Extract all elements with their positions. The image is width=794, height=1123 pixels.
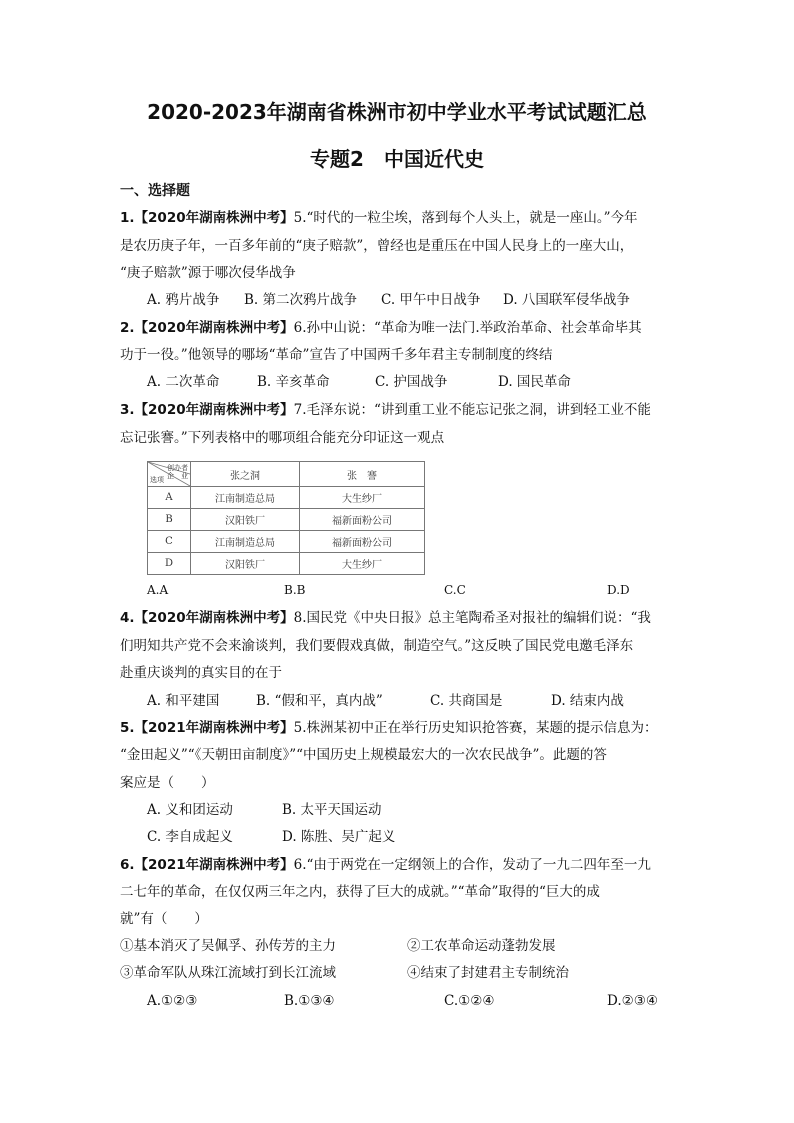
question-number: 6. (120, 857, 135, 873)
option-a: A.A (147, 583, 169, 597)
table-cell: B (148, 509, 191, 531)
option-a: A. 二次革命 (147, 374, 220, 390)
option-c: C. 护国战争 (375, 374, 448, 390)
option-d: D. 结束内战 (551, 693, 624, 709)
options-table (147, 461, 425, 575)
table-header-row (148, 462, 425, 487)
option-d: D. 八国联军侵华战争 (503, 292, 630, 308)
table-cell: 汉阳铁厂 (191, 509, 300, 531)
statement-4: ④结束了封建君主专制统治 (407, 965, 569, 981)
option-c: C. 甲午中日战争 (381, 292, 481, 308)
option-d: D.②③④ (607, 993, 658, 1009)
option-d: D.D (607, 583, 630, 597)
table-cell: C (148, 531, 191, 553)
question-text: 6.孙中山说：“革命为唯一法门.举政治革命、社会革命毕其 (293, 320, 642, 336)
corner-label-founder: 创办者 (167, 464, 188, 472)
table-row (148, 487, 425, 509)
option-b: B.①③④ (284, 993, 335, 1009)
table-row (148, 509, 425, 531)
table-cell: 江南制造总局 (191, 531, 300, 553)
question-4-line-2: 们明知共产党不会来渝谈判，我们要假戏真做，制造空气。”这反映了国民党电邀毛泽东 (120, 638, 634, 654)
question-number: 1. (120, 210, 135, 226)
question-text: 5.株洲某初中正在举行历史知识抢答赛，某题的提示信息为： (293, 720, 658, 736)
question-4-line-3: 赴重庆谈判的真实目的在于 (120, 665, 282, 681)
option-b: B. 太平天国运动 (282, 802, 382, 818)
table-row (148, 553, 425, 575)
question-source-tag: 【2020年湖南株洲中考】 (134, 210, 294, 226)
question-1-line-3: “庚子赔款”源于哪次侵华战争 (120, 265, 296, 281)
option-c: C.①②④ (444, 993, 495, 1009)
question-5-line-3: 案应是（ ） (120, 775, 215, 791)
table-cell: 大生纱厂 (300, 487, 425, 509)
question-source-tag: 【2021年湖南株洲中考】 (134, 720, 294, 736)
question-1-line-1 (120, 208, 638, 228)
question-3-line-2: 忘记张謇。”下列表格中的哪项组合能充分印证这一观点 (120, 430, 445, 446)
question-5-line-1 (120, 718, 658, 738)
table-cell: 大生纱厂 (300, 553, 425, 575)
table-cell: 江南制造总局 (191, 487, 300, 509)
document-title: 2020-2023年湖南省株洲市初中学业水平考试试题汇总 (147, 100, 647, 124)
option-a: A.①②③ (147, 993, 198, 1009)
option-a: A. 和平建国 (147, 693, 220, 709)
table-cell: D (148, 553, 191, 575)
option-a: A. 义和团运动 (147, 802, 233, 818)
option-b: B. 第二次鸦片战争 (244, 292, 358, 308)
corner-label-enterprise: 企 业 (167, 472, 188, 480)
question-2-line-1 (120, 318, 642, 338)
option-b: B. “假和平，真内战” (256, 693, 383, 709)
question-3-line-1 (120, 400, 651, 420)
option-b: B. 辛亥革命 (257, 374, 330, 390)
option-d: D. 陈胜、吴广起义 (282, 829, 396, 845)
statement-2: ②工农革命运动蓬勃发展 (407, 938, 556, 954)
question-source-tag: 【2021年湖南株洲中考】 (134, 857, 294, 873)
option-c: C.C (444, 583, 466, 597)
question-6-line-1 (120, 855, 651, 875)
question-number: 4. (120, 610, 135, 626)
question-text: 8.国民党《中央日报》总主笔陶希圣对报社的编辑们说：“我 (293, 610, 651, 626)
question-text: 5.“时代的一粒尘埃，落到每个人头上，就是一座山。”今年 (293, 210, 638, 226)
table-corner-cell (148, 462, 191, 487)
question-4-line-1 (120, 608, 651, 628)
option-d: D. 国民革命 (498, 374, 571, 390)
table-header: 张 謇 (300, 462, 425, 487)
question-number: 3. (120, 402, 135, 418)
option-a: A. 鸦片战争 (147, 292, 220, 308)
question-6-line-2: 二七年的革命，在仅仅两三年之内，获得了巨大的成就。”“革命”取得的“巨大的成 (120, 884, 600, 900)
table-header: 张之洞 (191, 462, 300, 487)
option-c: C. 共商国是 (430, 693, 503, 709)
question-6-line-3: 就”有（ ） (120, 911, 208, 927)
table-row (148, 531, 425, 553)
question-number: 2. (120, 320, 135, 336)
section-heading: 一、选择题 (120, 183, 190, 199)
option-c: C. 李自成起义 (147, 829, 233, 845)
corner-label-option: 选项 (150, 476, 164, 484)
question-source-tag: 【2020年湖南株洲中考】 (134, 320, 294, 336)
table-cell: 汉阳铁厂 (191, 553, 300, 575)
table-cell: A (148, 487, 191, 509)
question-5-line-2: “金田起义”“《天朝田亩制度》”“中国历史上规模最宏大的一次农民战争”。此题的答 (120, 747, 607, 763)
table-cell: 福新面粉公司 (300, 531, 425, 553)
question-source-tag: 【2020年湖南株洲中考】 (134, 402, 294, 418)
option-b: B.B (284, 583, 306, 597)
table-cell: 福新面粉公司 (300, 509, 425, 531)
statement-3: ③革命军队从珠江流域打到长江流域 (120, 965, 336, 981)
question-text: 7.毛泽东说：“讲到重工业不能忘记张之洞，讲到轻工业不能 (293, 402, 651, 418)
question-1-line-2: 是农历庚子年，一百多年前的“庚子赔款”，曾经也是重压在中国人民身上的一座大山， (120, 238, 634, 254)
question-2-line-2: 功于一役。”他领导的哪场“革命”宣告了中国两千多年君主专制制度的终结 (120, 347, 553, 363)
question-number: 5. (120, 720, 135, 736)
statement-1: ①基本消灭了吴佩孚、孙传芳的主力 (120, 938, 336, 954)
question-source-tag: 【2020年湖南株洲中考】 (134, 610, 294, 626)
question-text: 6.“由于两党在一定纲领上的合作，发动了一九二四年至一九 (293, 857, 651, 873)
document-subtitle: 专题2 中国近代史 (310, 147, 484, 171)
